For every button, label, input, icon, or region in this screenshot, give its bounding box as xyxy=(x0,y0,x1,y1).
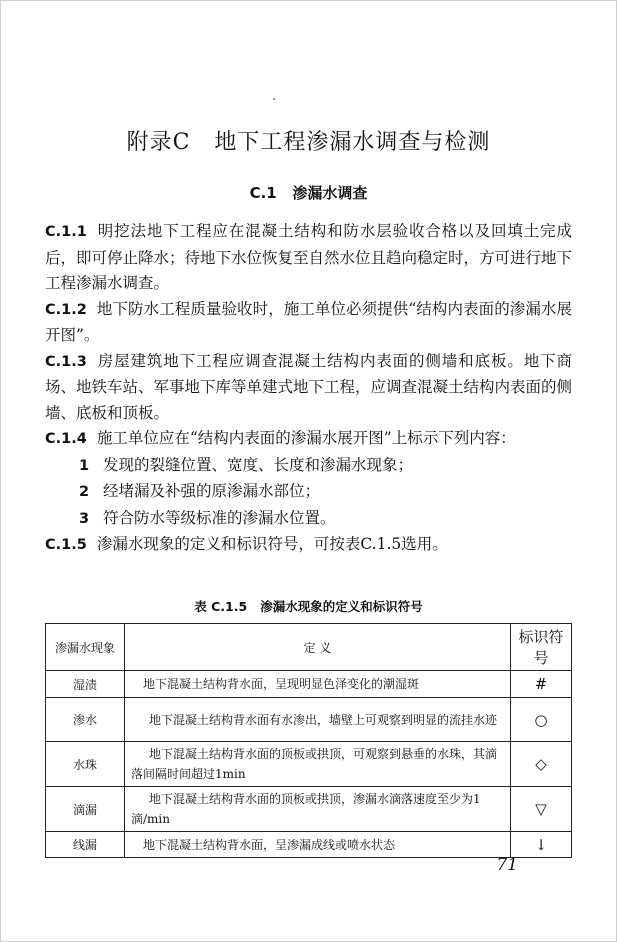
clause-paragraph xyxy=(45,426,572,453)
phenomenon-cell: 线漏 xyxy=(46,832,125,858)
definition-cell: 地下混凝土结构背水面的顶板或拱顶，可观察到悬垂的水珠，其滴落间隔时间超过1min xyxy=(125,742,511,787)
list-text: 符合防水等级标准的渗漏水位置。 xyxy=(103,508,336,527)
clause-text: 房屋建筑地下工程应调查混凝土结构内表面的侧墙和底板。地下商场、地铁车站、军事地下库等单建式地下工程，应调查混凝土结构内表面的侧墙、底板和顶板。 xyxy=(45,351,573,422)
symbol-cell: ▽ xyxy=(511,787,572,832)
header-phenomenon: 渗漏水现象 xyxy=(46,624,125,671)
list-number: 3 xyxy=(79,510,90,527)
scan-speck xyxy=(273,98,275,100)
symbol-cell: # xyxy=(511,671,572,698)
list-text: 发现的裂缝位置、宽度、长度和渗漏水现象； xyxy=(103,455,414,474)
header-definition: 定 义 xyxy=(125,624,511,671)
list-item xyxy=(45,453,572,480)
definition-cell: 地下混凝土结构背水面的顶板或拱顶，渗漏水滴落速度至少为1滴/min xyxy=(125,787,511,832)
list-item xyxy=(45,479,572,506)
phenomenon-cell: 渗水 xyxy=(46,698,125,742)
definition-cell: 地下混凝土结构背水面，呈现明显色泽变化的潮湿斑 xyxy=(125,671,511,698)
clause-number: C.1.2 xyxy=(45,301,87,318)
phenomenon-cell: 水珠 xyxy=(46,742,125,787)
clause-text: 施工单位应在“结构内表面的渗漏水展开图”上标示下列内容： xyxy=(96,429,516,447)
clause-number: C.1.3 xyxy=(45,353,87,370)
list-number: 1 xyxy=(79,457,90,474)
list-number: 2 xyxy=(79,484,90,500)
phenomenon-cell: 湿渍 xyxy=(46,671,125,698)
clause-text: 明挖法地下工程应在混凝土结构和防水层验收合格以及回填土完成后，即可停止降水；待地下水位恢复至自然水位且趋向稳定时，方可进行地下工程渗漏水调查。 xyxy=(45,222,573,292)
clause-text: 渗漏水现象的定义和标识符号，可按表C.1.5选用。 xyxy=(96,535,448,553)
definition-cell: 地下混凝土结构背水面，呈渗漏成线或喷水状态 xyxy=(125,832,511,858)
symbol-cell: ○ xyxy=(511,698,572,742)
section-heading: C.1 渗漏水调查 xyxy=(249,184,368,202)
table-row xyxy=(46,832,572,858)
symbol-cell: ↓ xyxy=(511,832,572,858)
leakage-table xyxy=(45,623,572,858)
clause-number: C.1.4 xyxy=(45,431,87,447)
clause-text: 地下防水工程质量验收时，施工单位必须提供“结构内表面的渗漏水展开图”。 xyxy=(45,299,572,344)
table-caption: 表 C.1.5 渗漏水现象的定义和标识符号 xyxy=(194,599,423,614)
header-symbol: 标识符号 xyxy=(511,624,572,671)
body-text xyxy=(45,219,572,559)
list-text: 经堵漏及补强的原渗漏水部位； xyxy=(103,482,321,500)
definition-cell: 地下混凝土结构背水面有水渗出，墙壁上可观察到明显的流挂水迹 xyxy=(125,698,511,742)
table-row xyxy=(46,671,572,698)
clause-paragraph xyxy=(45,349,572,427)
page-number: 71 xyxy=(496,855,518,875)
clause-paragraph xyxy=(45,219,572,297)
clause-number: C.1.5 xyxy=(45,537,87,553)
clause-number: C.1.1 xyxy=(45,224,87,240)
table-row xyxy=(46,698,572,742)
list-item xyxy=(45,506,572,533)
clause-paragraph xyxy=(45,297,572,349)
table-row xyxy=(46,787,572,832)
appendix-title: 附录C 地下工程渗漏水调查与检测 xyxy=(126,130,491,155)
clause-paragraph xyxy=(45,532,572,559)
table-header-row xyxy=(46,624,572,671)
symbol-cell: ◇ xyxy=(511,742,572,787)
phenomenon-cell: 滴漏 xyxy=(46,787,125,832)
table-row xyxy=(46,742,572,787)
